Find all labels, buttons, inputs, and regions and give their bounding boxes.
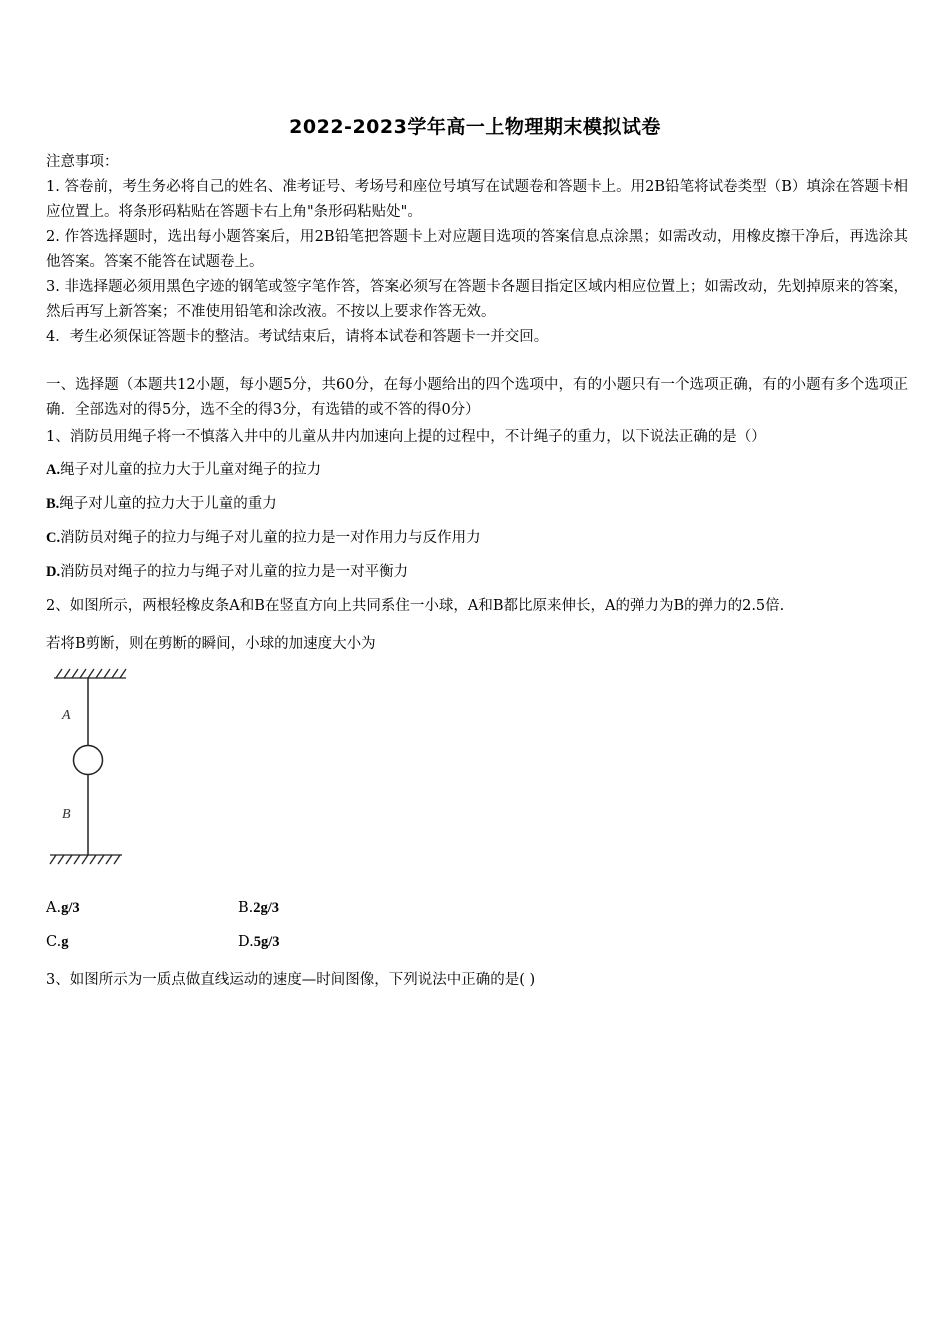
- notice-item: 4．考生必须保证答题卡的整洁。考试结束后，请将本试卷和答题卡一并交回。: [46, 329, 549, 345]
- q2-option-a: [46, 900, 80, 917]
- notice-item: 3. 非选择题必须用黑色字迹的钢笔或签字笔作答，答案必须写在答题卡各题目指定区域内相应位置上；如需改动，先划掉原来的答案，然后再写上新答案；不准使用铅笔和涂改液。不按以上要求作答无效。: [46, 279, 908, 320]
- option-text: 绳子对儿童的拉力大于儿童对绳子的拉力: [60, 462, 322, 478]
- option-text: 消防员对绳子的拉力与绳子对儿童的拉力是一对作用力与反作用力: [60, 530, 481, 546]
- question-2-stem-line2: 若将B剪断，则在剪断的瞬间，小球的加速度大小为: [46, 636, 376, 652]
- q2-option-d: [238, 934, 280, 951]
- question-3-stem: 3、如图所示为一质点做直线运动的速度—时间图像，下列说法中正确的是( ): [46, 972, 536, 988]
- option-label: D.: [238, 934, 254, 950]
- q1-option-a: [46, 458, 321, 479]
- option-label: B.: [238, 900, 254, 916]
- band-b-label: B: [62, 807, 71, 822]
- option-text: g: [61, 934, 69, 950]
- option-label: C.: [46, 530, 61, 546]
- q2-option-c: [46, 934, 68, 951]
- question-1-stem: 1、消防员用绳子将一不慎落入井中的儿童从井内加速向上提的过程中，不计绳子的重力，以下说法正确的是（）: [46, 429, 766, 445]
- q1-option-d: [46, 560, 408, 581]
- option-label: D.: [46, 564, 61, 580]
- notice-item: 2. 作答选择题时，选出每小题答案后，用2B铅笔把答题卡上对应题目选项的答案信息点涂黑；如需改动，用橡皮擦干净后，再选涂其他答案。答案不能答在试题卷上。: [46, 229, 908, 270]
- option-text: 5g/3: [253, 934, 280, 950]
- option-text: 消防员对绳子的拉力与绳子对儿童的拉力是一对平衡力: [60, 564, 409, 580]
- option-label: A.: [46, 900, 62, 916]
- option-text: 绳子对儿童的拉力大于儿童的重力: [59, 496, 277, 512]
- q2-option-b: [238, 900, 279, 917]
- q1-option-b: [46, 492, 277, 513]
- question-2-stem-line1: 2、如图所示，两根轻橡皮条A和B在竖直方向上共同系住一小球，A和B都比原来伸长，A的弹力为B的弹力的2.5倍.: [46, 598, 785, 614]
- rubber-band-figure: [44, 664, 134, 869]
- top-ceiling-hatch: [54, 669, 126, 678]
- band-a-label: A: [62, 708, 71, 723]
- bottom-floor-hatch: [50, 855, 122, 864]
- option-text: g/3: [61, 900, 80, 916]
- option-text: 2g/3: [253, 900, 280, 916]
- notice-section: [46, 150, 908, 350]
- page-title: 2022-2023学年高一上物理期末模拟试卷: [289, 116, 661, 138]
- notice-heading: 注意事项：: [46, 154, 119, 170]
- option-label: B.: [46, 496, 60, 512]
- notice-item: 1. 答卷前，考生务必将自己的姓名、准考证号、考场号和座位号填写在试题卷和答题卡上。用2B铅笔将试卷类型（B）填涂在答题卡相应位置上。将条形码粘贴在答题卡右上角"条形码粘贴处"。: [46, 179, 908, 220]
- section-heading: 一、选择题（本题共12小题，每小题5分，共60分，在每小题给出的四个选项中，有的小题只有一个选项正确，有的小题有多个选项正确．全部选对的得5分，选不全的得3分，有选错的或不答的得0分）: [46, 377, 908, 418]
- option-label: C.: [46, 934, 62, 950]
- q1-option-c: [46, 526, 481, 547]
- ball: [74, 746, 103, 775]
- option-label: A.: [46, 462, 61, 478]
